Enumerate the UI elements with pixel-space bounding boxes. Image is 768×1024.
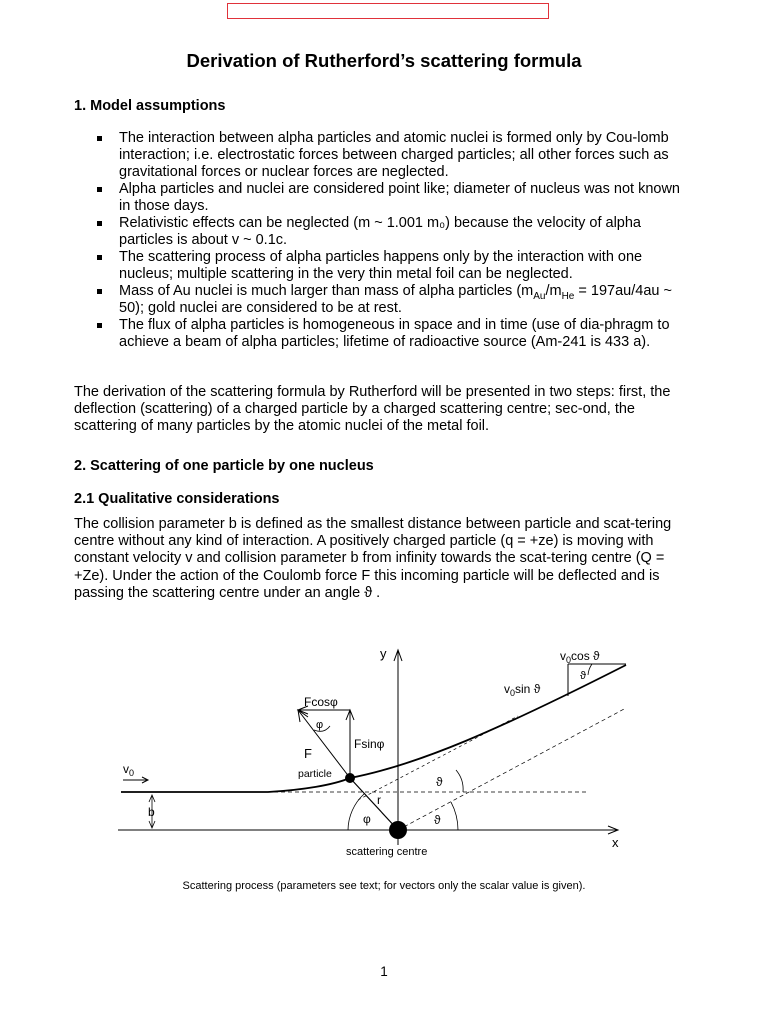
figure-caption: Scattering process (parameters see text; for vectors only the scalar value is given). xyxy=(182,880,586,892)
assumption-single-scattering: The scattering process of alpha particles happens only by the interaction with one nucleus; multiple scattering in the very thin metal foil can be neglected. xyxy=(92,249,682,283)
scattering-diagram xyxy=(118,640,648,865)
phi-label-bottom: φ xyxy=(363,812,371,826)
section-heading-scattering-one-particle: 2. Scattering of one particle by one nucleus xyxy=(74,458,374,474)
assumption-gold-mass: Mass of Au nuclei is much larger than mass of alpha particles ($m_{Au}/m_{He} = 197au/4au$ ~ 50); gold nuclei are considered to be at rest. xyxy=(92,283,682,317)
assumption-non-relativistic: Relativistic effects can be neglected (m ~ 1.001 m₀) because the velocity of alpha particles is about v ~ 0.1c. xyxy=(92,215,682,249)
assumption-homogeneous-flux: The flux of alpha particles is homogeneous in space and in time (use of dia-phragm to achieve a beam of alpha particles; lifetime of radioactive source (Am-241 is 433 a). xyxy=(92,317,682,351)
b-label: b xyxy=(148,805,155,819)
page-title: Derivation of Rutherford’s scattering formula xyxy=(186,50,582,71)
v0sin-label: $v_0\sin$ ϑ xyxy=(504,682,541,698)
assumption-coulomb: The interaction between alpha particles and atomic nuclei is formed only by Cou-lomb interaction; i.e. electrostatic forces between charged particles; all other forces such as gravitational forces or nuclear forces are neglected. xyxy=(92,130,682,181)
y-axis-label: y xyxy=(380,646,387,661)
phi-arc-bottom xyxy=(348,794,364,830)
page-number: 1 xyxy=(380,964,388,979)
intro-paragraph: The derivation of the scattering formula by Rutherford will be presented in two steps: first, the deflection (scattering) of a charged particle by a charged scattering centre; sec-ond, the scattering of many particles by the atomic nuclei of the metal foil. xyxy=(74,384,671,435)
theta-arc-mid xyxy=(456,770,463,792)
theta-arc-triangle xyxy=(588,664,592,675)
scattering-centre-dot xyxy=(389,821,407,839)
fcos-label: Fcosφ xyxy=(304,695,338,709)
theta-arc-bottom xyxy=(451,802,458,830)
scattering-centre-label: scattering centre xyxy=(346,846,428,858)
particle-label: particle xyxy=(298,768,332,780)
theta-label-bottom: ϑ xyxy=(434,813,441,827)
section-heading-qualitative: 2.1 Qualitative considerations xyxy=(74,491,280,507)
particle-dot xyxy=(345,773,355,783)
assumptions-list xyxy=(92,130,682,351)
fsin-label: Fsinφ xyxy=(354,737,385,751)
particle-trajectory xyxy=(121,665,626,792)
radius-line xyxy=(350,778,398,830)
x-axis-label: x xyxy=(612,835,619,850)
theta-label-triangle: ϑ xyxy=(580,670,587,682)
v0-label: $v_0$ xyxy=(123,762,135,778)
red-header-box xyxy=(227,3,549,19)
phi-label-top: φ xyxy=(316,719,324,731)
collision-parameter-paragraph: The collision parameter b is defined as the smallest distance between particle and scat-tering centre without any kind of interaction. A positively charged particle (q = +ze) is moving with constant velocity v and collision parameter b from infinity towards the scat-tering centre (Q = +Ze). Under the action of the Coulomb force F this incoming particle will be deflected and is passing the scattering centre under an angle ϑ . xyxy=(74,516,672,601)
f-label: F xyxy=(304,746,312,761)
theta-label-mid: ϑ xyxy=(436,775,443,789)
assumption-point-like: Alpha particles and nuclei are considered point like; diameter of nucleus was not known in those days. xyxy=(92,181,682,215)
v0cos-label: $v_0\cos$ ϑ xyxy=(560,649,600,665)
r-label: r xyxy=(377,793,381,807)
section-heading-model-assumptions: 1. Model assumptions xyxy=(74,98,226,114)
outgoing-asymptote xyxy=(398,708,626,830)
